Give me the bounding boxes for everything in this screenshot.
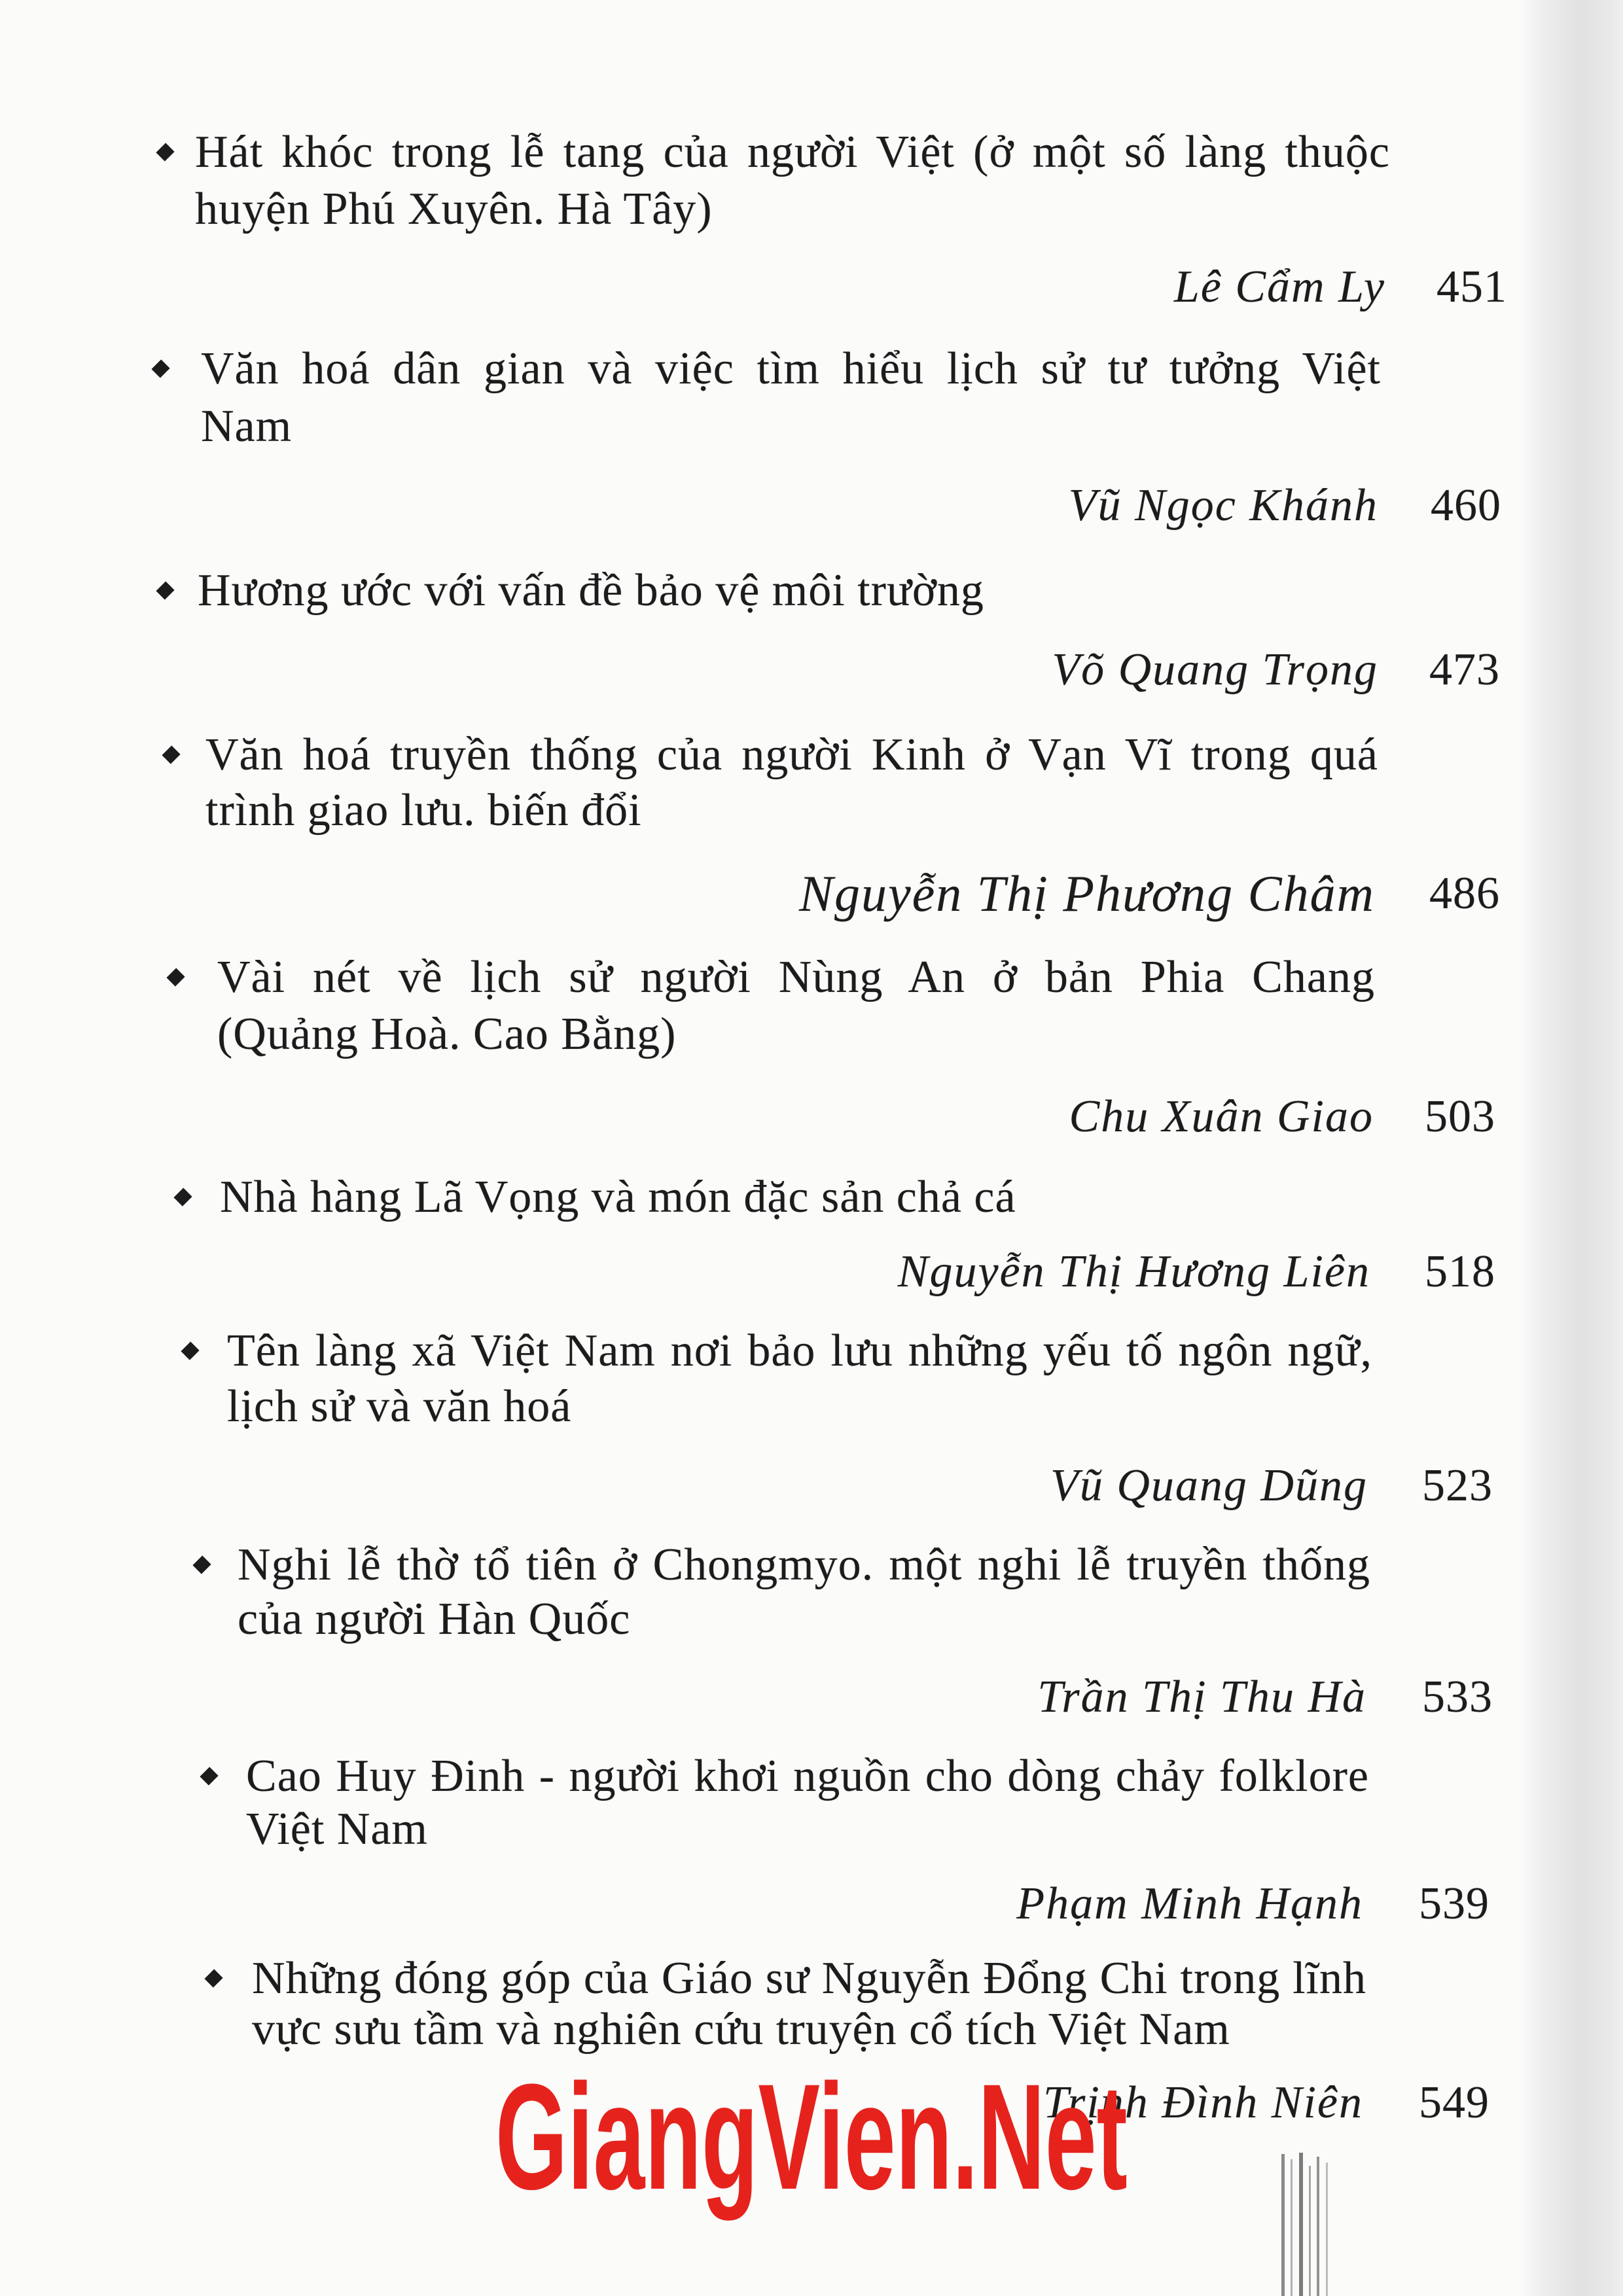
entry-page-number: 473 xyxy=(1429,645,1500,695)
entry-title-line: Hương ước với vấn đề bảo vệ môi trường xyxy=(198,565,984,616)
page-edge-shadow xyxy=(1518,0,1623,2296)
entry-title-line: Những đóng góp của Giáo sư Nguyễn Đổng Chi trong lĩnh xyxy=(252,1953,1366,2004)
entry-author: Vũ Quang Dũng xyxy=(1050,1460,1368,1511)
entry-title-line: Việt Nam xyxy=(246,1804,428,1854)
diamond-bullet-icon xyxy=(156,581,174,599)
entry-author: Võ Quang Trọng xyxy=(1052,645,1378,695)
diamond-bullet-icon xyxy=(156,143,174,161)
entry-page-number: 486 xyxy=(1429,868,1500,919)
diamond-bullet-icon xyxy=(162,745,180,764)
diamond-bullet-icon xyxy=(166,968,185,986)
entry-author: Lê Cẩm Ly xyxy=(1173,262,1385,312)
entry-title-line: (Quảng Hoà. Cao Bằng) xyxy=(217,1009,677,1059)
entry-page-number: 523 xyxy=(1422,1460,1493,1511)
entry-title-line: trình giao lưu. biến đổi xyxy=(205,785,642,836)
diamond-bullet-icon xyxy=(181,1341,199,1360)
diamond-bullet-icon xyxy=(151,359,169,378)
diamond-bullet-icon xyxy=(192,1555,211,1574)
entry-author: Trần Thị Thu Hà xyxy=(1037,1672,1366,1722)
entry-page-number: 539 xyxy=(1419,1879,1489,1929)
entry-title-line: Cao Huy Đinh - người khơi nguồn cho dòng chảy folklore xyxy=(246,1751,1369,1801)
entry-author: Chu Xuân Giao xyxy=(1069,1091,1374,1142)
entry-author: Nguyễn Thị Hương Liên xyxy=(897,1246,1370,1297)
entry-title-line: vực sưu tầm và nghiên cứu truyện cổ tích Việt Nam xyxy=(252,2004,1230,2055)
entry-author: Phạm Minh Hạnh xyxy=(1016,1879,1363,1929)
entry-author: Vũ Ngọc Khánh xyxy=(1068,480,1378,531)
entry-title-line: Nhà hàng Lã Vọng và món đặc sản chả cá xyxy=(220,1172,1016,1222)
entry-title-line: Tên làng xã Việt Nam nơi bảo lưu những yếu tố ngôn ngữ, xyxy=(227,1326,1372,1376)
scan-artifact-line xyxy=(1281,2154,1285,2296)
watermark-text: GiangVien.Net xyxy=(495,2053,1128,2221)
scan-artifact-line xyxy=(1317,2157,1319,2296)
diamond-bullet-icon xyxy=(204,1969,223,1987)
scan-artifact-line xyxy=(1291,2159,1293,2296)
entry-author: Nguyễn Thị Phương Châm xyxy=(799,865,1375,922)
diamond-bullet-icon xyxy=(200,1767,218,1785)
entry-title-line: lịch sử và văn hoá xyxy=(227,1381,572,1432)
entry-page-number: 533 xyxy=(1422,1672,1493,1722)
entry-author: Trịnh Đình Niên xyxy=(1043,2077,1363,2128)
entry-page-number: 518 xyxy=(1425,1246,1495,1297)
scan-artifact-line xyxy=(1326,2163,1328,2296)
entry-title-line: Vài nét về lịch sử người Nùng An ở bản Phia Chang xyxy=(217,952,1375,1002)
entry-title-line: Văn hoá truyền thống của người Kinh ở Vạn Vĩ trong quá xyxy=(205,730,1378,780)
entry-page-number: 460 xyxy=(1431,480,1501,531)
diamond-bullet-icon xyxy=(173,1188,192,1206)
scan-artifact-line xyxy=(1309,2166,1311,2296)
entry-title-line: của người Hàn Quốc xyxy=(238,1594,631,1644)
scan-artifact-line xyxy=(1299,2153,1303,2296)
entry-page-number: 549 xyxy=(1419,2077,1489,2128)
entry-title-line: Hát khóc trong lễ tang của người Việt (ở một số làng thuộc xyxy=(195,127,1390,177)
entry-title-line: huyện Phú Xuyên. Hà Tây) xyxy=(195,184,713,234)
entry-title-line: Nam xyxy=(201,401,293,451)
entry-page-number: 503 xyxy=(1425,1091,1495,1142)
entry-title-line: Nghi lễ thờ tổ tiên ở Chongmyo. một nghi lễ truyền thống xyxy=(238,1540,1370,1590)
entry-page-number: 451 xyxy=(1436,262,1507,312)
entry-title-line: Văn hoá dân gian và việc tìm hiểu lịch sử tư tưởng Việt xyxy=(201,344,1381,394)
